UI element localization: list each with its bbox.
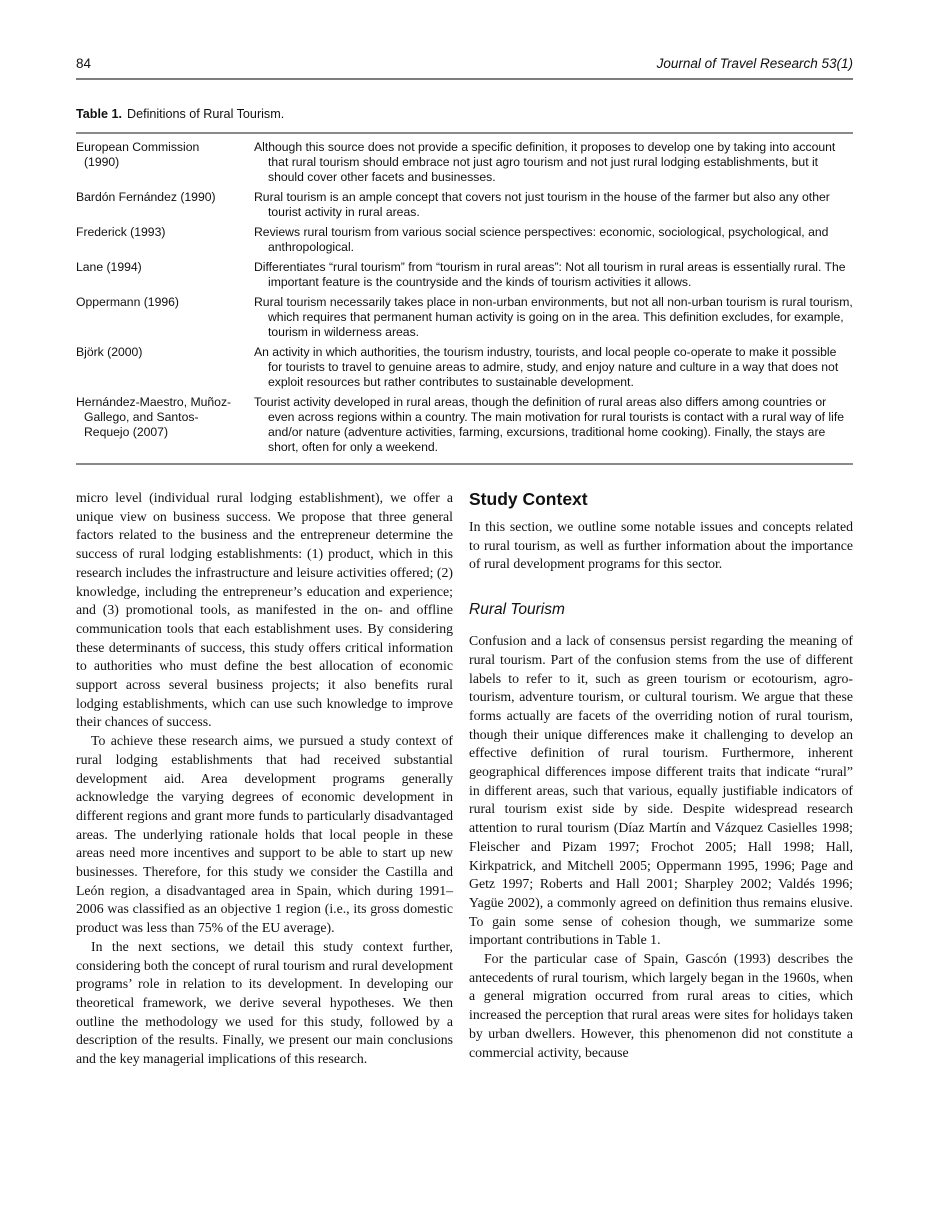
header-rule bbox=[76, 78, 853, 80]
table-cell-definition: An activity in which authorities, the tourism industry, tourists, and local people co-operate to make it possible for tourists to travel to genuine areas to admire, study, and enjoy nature and culture in a way that does not exploit resources but rather contributes to sustainable development. bbox=[254, 345, 839, 389]
table-cell-definition: Tourist activity developed in rural areas, though the definition of rural areas also differs among countries or even across regions within a country. The main motivation for rural tourists is contact with a rural way of life and/or nature (adventure activities, farming, excursions, traditional home cooking). Finally, the stays are short, often for only a weekend. bbox=[254, 395, 844, 454]
table-row bbox=[76, 190, 853, 220]
paragraph: For the particular case of Spain, Gascón (1993) describes the antecedents of rural tourism, which largely began in the 1960s, when a general migration occurred from rural areas to cities, which increased the perception that rural areas were sites for holidays taken by urban dwellers. However, this phenomenon did not constitute a commercial activity, because bbox=[469, 951, 853, 1060]
table-cell-source: Bardón Fernández (1990) bbox=[76, 190, 216, 204]
definitions-table bbox=[76, 107, 853, 465]
right-column bbox=[469, 489, 853, 1069]
body-columns bbox=[76, 489, 853, 1069]
table-cell-definition: Although this source does not provide a specific definition, it proposes to develop one by taking into account that rural tourism should embrace not just agro tourism and not just rural lodging establishments, but it should cover other facets and businesses. bbox=[254, 140, 836, 184]
table-cell-source: European Commission (1990) bbox=[76, 140, 200, 169]
table-cell-source: Oppermann (1996) bbox=[76, 295, 179, 309]
table-cell-source: Hernández-Maestro, Muñoz-Gallego, and Santos-Requejo (2007) bbox=[76, 395, 232, 439]
left-column bbox=[76, 489, 453, 1069]
table-row bbox=[76, 140, 853, 185]
paragraph: To achieve these research aims, we pursued a study context of rural lodging establishments that had received substantial development aid. Area development programs generally acknowledge the varying degrees of economic development in different regions and grant more funds to particularly disadvantaged areas. The underlying rationale holds that local people in these areas need more incentives and support to be able to start up new businesses. Therefore, for this study we consider the Castilla and León region, a disadvantaged area in Spain, which during 1991–2006 was classified as an objective 1 region (i.e., its gross domestic product was less than 75% of the EU average). bbox=[76, 733, 453, 936]
table-row bbox=[76, 225, 853, 255]
subsection-heading-rural-tourism: Rural Tourism bbox=[469, 601, 565, 619]
table-row bbox=[76, 295, 853, 340]
table-cell-source: Frederick (1993) bbox=[76, 225, 166, 239]
table-body bbox=[76, 132, 853, 465]
table-label: Table 1. bbox=[76, 107, 122, 121]
table-caption bbox=[76, 107, 853, 122]
section-heading-study-context: Study Context bbox=[469, 489, 588, 509]
table-row bbox=[76, 395, 853, 455]
paragraph: Confusion and a lack of consensus persist regarding the meaning of rural tourism. Part of the confusion stems from the use of different labels to refer to it, such as green tourism or ecotourism, agro-tourism, adventure tourism, or cultural tourism. We argue that these forms actually are facets of the overriding notion of rural tourism, though their unique differences make it challenging to develop an effective definition of rural tourism. Furthermore, inherent geographical differences impose different traits that indicate “rural” in different areas, such that various, equally justifiable indicators of rural tourism exist side by side. Despite widespread research attention to rural tourism (Díaz Martín and Vázquez Casielles 1998; Fleischer and Pizam 1997; Frochot 2005; Hall 1998; Hall, Kirkpatrick, and Mitchell 2005; Oppermann 1995, 1996; Page and Getz 1997; Roberts and Hall 2001; Sharpley 2002; Valdés 1996; Yagüe 2002), a commonly agreed on definition thus remains elusive. To gain some sense of cohesion though, we summarize some important contributions in Table 1. bbox=[469, 633, 853, 948]
table-cell-definition: Reviews rural tourism from various social science perspectives: economic, sociological, psychological, and anthropological. bbox=[254, 225, 829, 254]
table-row bbox=[76, 260, 853, 290]
page-number: 84 bbox=[76, 56, 92, 71]
table-cell-definition: Rural tourism is an ample concept that covers not just tourism in the house of the farmer but also any other tourist activity in rural areas. bbox=[254, 190, 830, 219]
paragraph: In the next sections, we detail this study context further, considering both the concept of rural tourism and rural development programs’ role in relation to its development. In developing our theoretical framework, we derive several hypotheses. We then outline the methodology we used for this study, followed by a description of the results. Finally, we present our main conclusions and the key managerial implications of this research. bbox=[76, 938, 453, 1067]
table-caption-text: Definitions of Rural Tourism. bbox=[126, 107, 285, 121]
table-row bbox=[76, 345, 853, 390]
paragraph: micro level (individual rural lodging establishment), we offer a unique view on business success. We propose that three general factors related to the business and the entrepreneur determine the success of rural lodging establishments: (1) product, which in this research includes the infrastructure and leisure activities offered; (2) knowledge, including the entrepreneur’s education and experience; and (3) promotional tools, as manifested in the on- and offline communication tools that each establishment uses. By considering these determinants of success, this study offers critical information to authorities who must define the best allocation of economic support across several business projects; it also benefits rural lodging establishments, which can use such knowledge to improve their chances of success. bbox=[76, 490, 453, 730]
paragraph: In this section, we outline some notable issues and concepts related to rural tourism, as well as further information about the importance of rural development programs for this sector. bbox=[469, 519, 853, 572]
table-cell-definition: Rural tourism necessarily takes place in non-urban environments, but not all non-urban tourism is rural tourism, which requires that permanent human activity is going on in the area. This definition excludes, for example, tourism in wilderness areas. bbox=[254, 295, 853, 339]
table-cell-source: Lane (1994) bbox=[76, 260, 142, 274]
running-head bbox=[76, 56, 853, 71]
journal-title: Journal of Travel Research 53(1) bbox=[656, 56, 853, 71]
table-cell-source: Björk (2000) bbox=[76, 345, 143, 359]
table-cell-definition: Differentiates “rural tourism” from “tourism in rural areas”: Not all tourism in rural areas is essentially rural. The important feature is the countryside and the kinds of tourism activities it allows. bbox=[254, 260, 846, 289]
